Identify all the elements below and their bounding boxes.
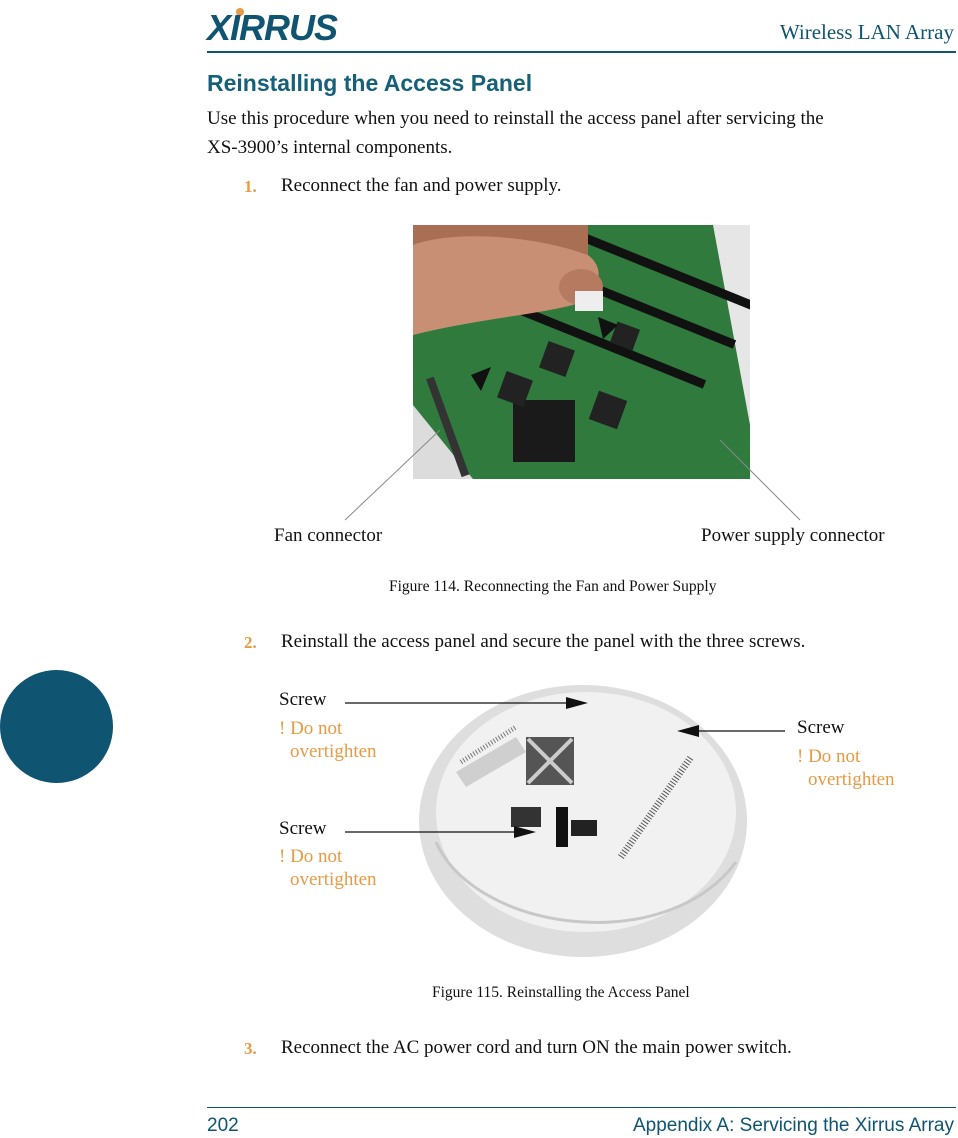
document-title: Wireless LAN Array <box>779 20 954 44</box>
screw-label-top-left: Screw <box>279 689 327 710</box>
warning-line-2: overtighten <box>290 869 377 890</box>
warning-right <box>797 745 895 791</box>
intro-line-2: XS-3900’s internal components. <box>207 137 453 158</box>
intro-line-1: Use this procedure when you need to reinstall the access panel after servicing the <box>207 108 824 129</box>
power-supply-connector-label: Power supply connector <box>701 525 885 546</box>
step-2-number: 2. <box>244 633 257 652</box>
warning-line-2: overtighten <box>808 769 895 790</box>
warning-line-1: ! Do not <box>797 746 861 767</box>
warning-line-1: ! Do not <box>279 718 343 739</box>
screw-label-right: Screw <box>797 717 845 738</box>
step-3-number: 3. <box>244 1039 257 1058</box>
footer-section-title: Appendix A: Servicing the Xirrus Array <box>632 1115 954 1136</box>
figure-115-caption: Figure 115. Reinstalling the Access Panel <box>432 984 690 1001</box>
page-number: 202 <box>207 1115 239 1136</box>
step-3-text: Reconnect the AC power cord and turn ON the main power switch. <box>281 1037 792 1058</box>
logo-wordmark: XIRRUS <box>207 7 338 48</box>
step-1-number: 1. <box>244 177 257 196</box>
chapter-tab-marker <box>0 670 113 783</box>
warning-bottom-left <box>279 845 377 891</box>
warning-top-left <box>279 717 377 763</box>
warning-line-2: overtighten <box>290 741 377 762</box>
step-1-text: Reconnect the fan and power supply. <box>281 175 562 196</box>
section-title: Reinstalling the Access Panel <box>207 70 533 96</box>
step-2-text: Reinstall the access panel and secure the panel with the three screws. <box>281 631 806 652</box>
figure-114-caption: Figure 114. Reconnecting the Fan and Power Supply <box>389 578 717 595</box>
screw-label-bottom-left: Screw <box>279 818 327 839</box>
warning-line-1: ! Do not <box>279 846 343 867</box>
fan-connector-label: Fan connector <box>274 525 383 546</box>
footer-divider <box>207 1107 956 1108</box>
